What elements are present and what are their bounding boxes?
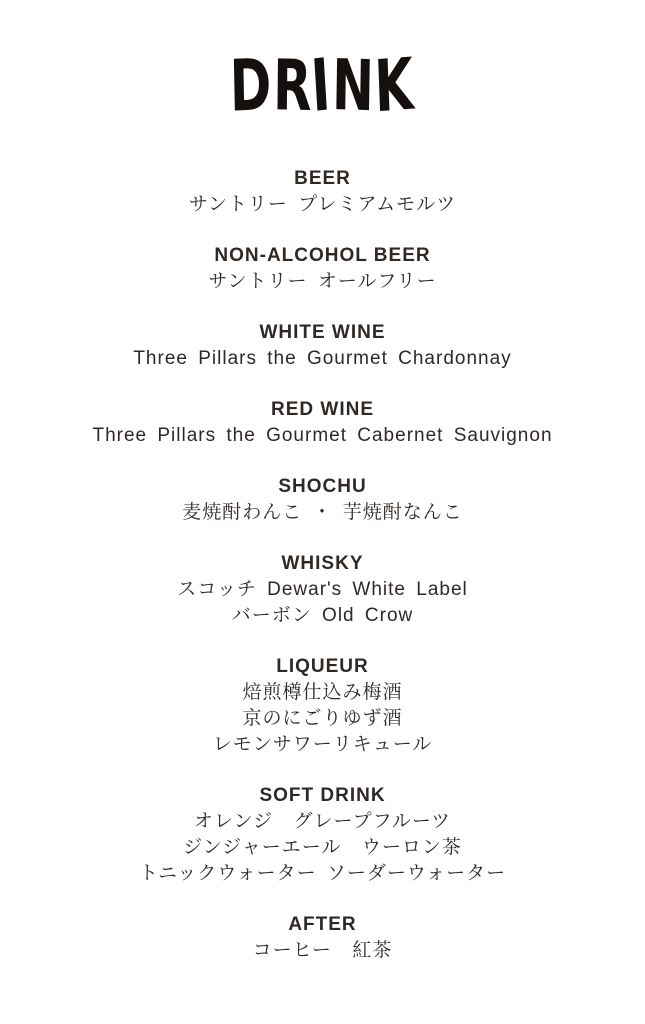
section-heading: RED WINE [271, 399, 374, 420]
section-heading: WHISKY [281, 553, 364, 574]
menu-section [0, 783, 645, 887]
section-heading: WHITE WINE [259, 322, 386, 343]
menu-section [0, 474, 645, 526]
menu-section [0, 551, 645, 629]
menu-sections [0, 166, 645, 964]
menu-item: コーヒー 紅茶 [252, 940, 393, 961]
section-heading: LIQUEUR [276, 656, 369, 677]
title-letter: N [331, 44, 376, 128]
title-letter: R [272, 44, 313, 127]
menu-section [0, 320, 645, 372]
menu-item: バーボン Old Crow [231, 605, 414, 626]
menu-section [0, 912, 645, 964]
title-letter: D [229, 43, 274, 128]
title-letter: I [309, 42, 334, 129]
section-heading: AFTER [288, 914, 357, 935]
menu-section [0, 654, 645, 758]
menu-item: レモンサワーリキュール [212, 734, 433, 755]
menu-section [0, 397, 645, 449]
menu-section [0, 166, 645, 218]
menu-section [0, 243, 645, 295]
title-letter: K [372, 42, 416, 129]
section-heading: NON-ALCOHOL BEER [214, 245, 431, 266]
section-heading: SOFT DRINK [259, 785, 386, 806]
menu-item: Three Pillars the Gourmet Chardonnay [133, 348, 512, 369]
menu-item: 京のにごりゆず酒 [242, 708, 403, 729]
section-heading: SHOCHU [278, 476, 367, 497]
menu-item: サントリー プレミアムモルツ [188, 194, 457, 215]
menu-item: オレンジ グレープフルーツ [193, 811, 452, 832]
menu-item: トニックウォーター ソーダーウォーター [138, 863, 507, 884]
menu-item: 焙煎樽仕込み梅酒 [242, 682, 403, 703]
menu-item: ジンジャーエール ウーロン茶 [183, 837, 462, 858]
menu-item: サントリー オールフリー [208, 271, 437, 292]
menu-item: Three Pillars the Gourmet Cabernet Sauvignon [92, 425, 553, 446]
menu-item: スコッチ Dewar's White Label [177, 579, 468, 600]
section-heading: BEER [294, 168, 351, 189]
menu-title [0, 42, 645, 129]
menu-item: 麦焼酎わんこ ・ 芋焼酎なんこ [182, 502, 463, 523]
